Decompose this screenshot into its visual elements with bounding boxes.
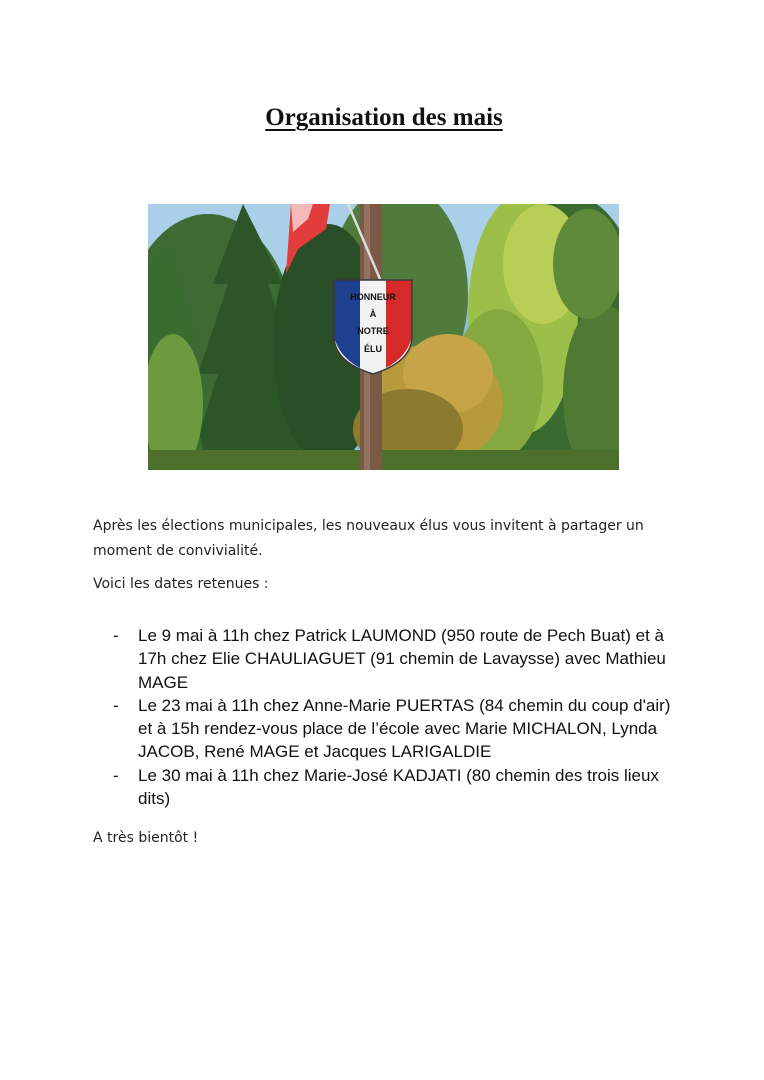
memorial-photo xyxy=(148,204,619,470)
intro-paragraph: Après les élections municipales, les nouveaux élus vous invitent à partager un moment de convivialité. xyxy=(93,518,644,559)
list-item xyxy=(113,694,688,764)
shield-line: NOTRE xyxy=(357,326,389,336)
shield-line: HONNEUR xyxy=(350,292,396,302)
list-bullet: - xyxy=(113,626,119,645)
list-item xyxy=(113,624,688,694)
list-bullet: - xyxy=(113,695,119,715)
dates-heading: Voici les dates retenues : xyxy=(93,576,269,592)
closing-line: A très bientôt ! xyxy=(93,830,199,846)
tricolor-shield xyxy=(334,280,412,374)
page-title: Organisation des mais xyxy=(265,104,503,131)
list-item xyxy=(113,764,688,811)
list-item-text: Le 23 mai à 11h chez Anne-Marie PUERTAS (84 chemin du coup d'air) et à 15h rendez-vous place de l’école avec Marie MICHALON, Lynda JACOB, René MAGE et Jacques LARIGALDIE xyxy=(138,695,671,762)
visit-list xyxy=(113,624,688,810)
shield-line: À xyxy=(369,309,377,319)
list-item-text: Le 30 mai à 11h chez Marie-José KADJATI (80 chemin des trois lieux dits) xyxy=(138,765,659,809)
list-bullet: - xyxy=(113,765,119,785)
shield-line: ÉLU xyxy=(364,344,382,354)
list-item-text: Le 9 mai à 11h chez Patrick LAUMOND (950 route de Pech Buat) et à 17h chez Elie CHAULIAGUET (91 chemin de Lavaysse) avec Mathieu MAGE xyxy=(138,626,666,692)
